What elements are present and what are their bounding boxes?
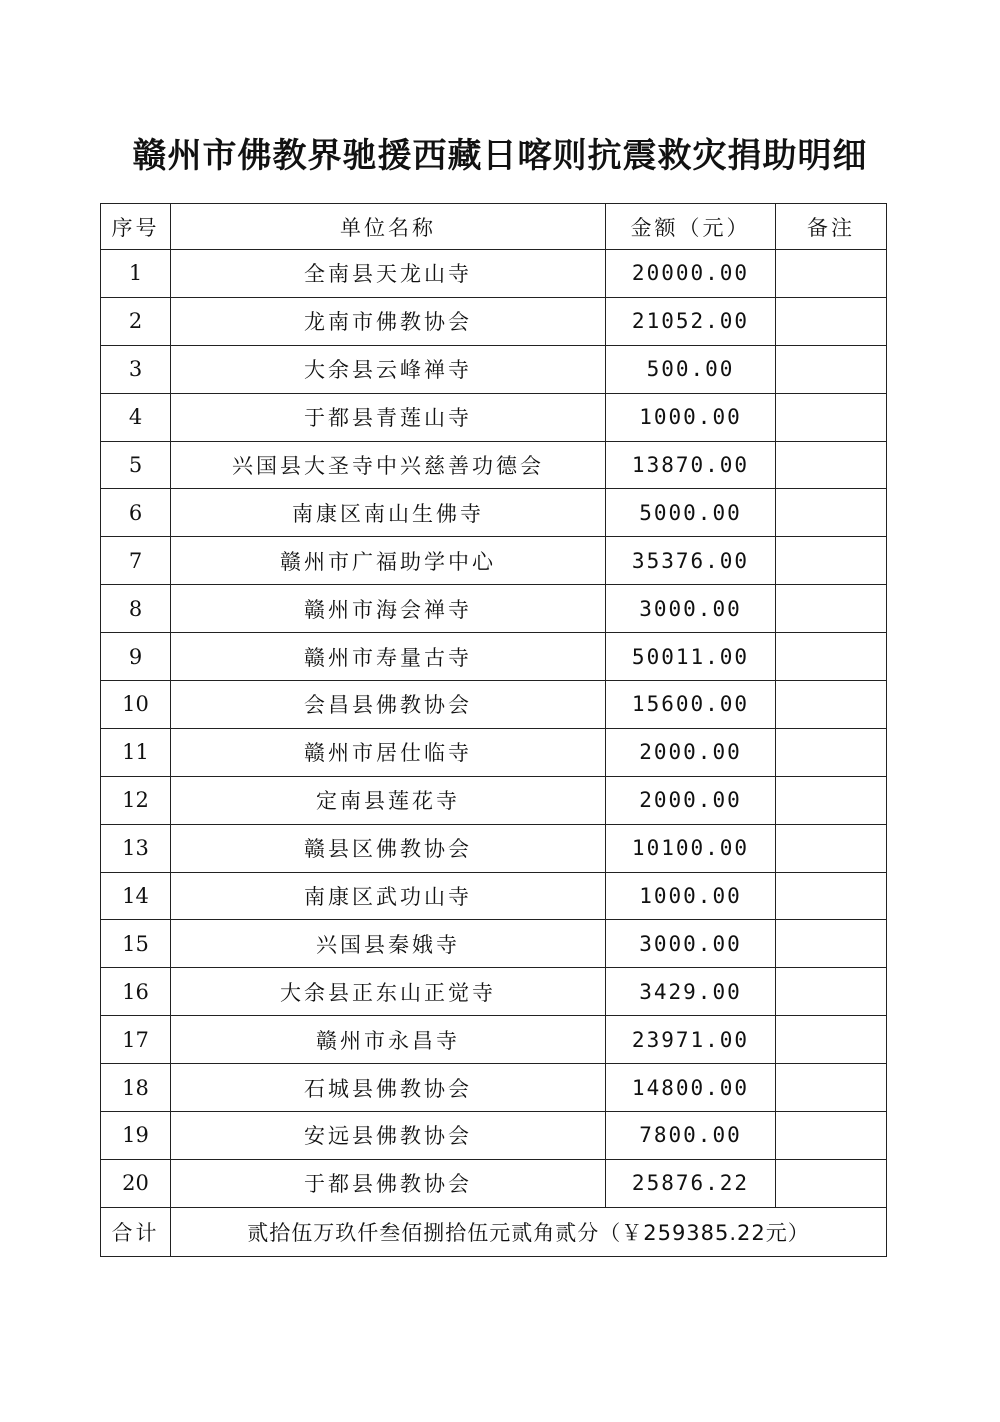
row-unit-name: 会昌县佛教协会 (171, 681, 606, 729)
row-note (776, 297, 887, 345)
row-unit-name: 龙南市佛教协会 (171, 297, 606, 345)
row-amount: 1000.00 (606, 393, 776, 441)
table-row (101, 728, 887, 776)
row-amount: 15600.00 (606, 681, 776, 729)
row-amount: 20000.00 (606, 250, 776, 298)
row-unit-name: 赣县区佛教协会 (171, 824, 606, 872)
row-amount: 35376.00 (606, 537, 776, 585)
row-unit-name: 大余县正东山正觉寺 (171, 968, 606, 1016)
table-header-row (101, 204, 887, 250)
row-number: 20 (101, 1159, 171, 1207)
row-note (776, 250, 887, 298)
header-no: 序号 (101, 204, 171, 250)
table-row (101, 824, 887, 872)
row-number: 15 (101, 920, 171, 968)
table-row (101, 489, 887, 537)
row-amount: 5000.00 (606, 489, 776, 537)
row-number: 18 (101, 1064, 171, 1112)
table-row (101, 537, 887, 585)
row-note (776, 872, 887, 920)
row-note (776, 1064, 887, 1112)
row-amount: 14800.00 (606, 1064, 776, 1112)
table-row (101, 585, 887, 633)
row-amount: 500.00 (606, 345, 776, 393)
row-note (776, 920, 887, 968)
row-amount: 13870.00 (606, 441, 776, 489)
row-number: 14 (101, 872, 171, 920)
row-amount: 3429.00 (606, 968, 776, 1016)
table-row (101, 1112, 887, 1160)
row-note (776, 633, 887, 681)
donation-table (100, 203, 887, 1257)
table-row (101, 441, 887, 489)
row-note (776, 776, 887, 824)
row-note (776, 1112, 887, 1160)
row-unit-name: 于都县佛教协会 (171, 1159, 606, 1207)
row-number: 8 (101, 585, 171, 633)
row-unit-name: 赣州市永昌寺 (171, 1016, 606, 1064)
row-unit-name: 安远县佛教协会 (171, 1112, 606, 1160)
row-amount: 10100.00 (606, 824, 776, 872)
row-amount: 1000.00 (606, 872, 776, 920)
row-number: 17 (101, 1016, 171, 1064)
row-number: 6 (101, 489, 171, 537)
row-note (776, 968, 887, 1016)
row-note (776, 345, 887, 393)
table-row (101, 1159, 887, 1207)
row-unit-name: 赣州市居仕临寺 (171, 728, 606, 776)
row-note (776, 585, 887, 633)
header-unit-name: 单位名称 (171, 204, 606, 250)
row-unit-name: 于都县青莲山寺 (171, 393, 606, 441)
table-row (101, 920, 887, 968)
table-row (101, 1064, 887, 1112)
row-number: 16 (101, 968, 171, 1016)
table-body (101, 250, 887, 1208)
row-amount: 3000.00 (606, 585, 776, 633)
row-unit-name: 定南县莲花寺 (171, 776, 606, 824)
table-row (101, 250, 887, 298)
table-row (101, 681, 887, 729)
table-row (101, 297, 887, 345)
row-unit-name: 赣州市海会禅寺 (171, 585, 606, 633)
row-amount: 7800.00 (606, 1112, 776, 1160)
row-note (776, 824, 887, 872)
row-note (776, 1159, 887, 1207)
row-unit-name: 石城县佛教协会 (171, 1064, 606, 1112)
row-unit-name: 大余县云峰禅寺 (171, 345, 606, 393)
row-amount: 50011.00 (606, 633, 776, 681)
row-amount: 25876.22 (606, 1159, 776, 1207)
row-note (776, 489, 887, 537)
table-row (101, 872, 887, 920)
row-number: 3 (101, 345, 171, 393)
table-row (101, 1016, 887, 1064)
row-note (776, 728, 887, 776)
row-amount: 2000.00 (606, 728, 776, 776)
row-note (776, 681, 887, 729)
row-note (776, 441, 887, 489)
row-unit-name: 兴国县大圣寺中兴慈善功德会 (171, 441, 606, 489)
row-number: 4 (101, 393, 171, 441)
row-number: 1 (101, 250, 171, 298)
row-unit-name: 赣州市寿量古寺 (171, 633, 606, 681)
row-number: 12 (101, 776, 171, 824)
table-row (101, 393, 887, 441)
row-number: 11 (101, 728, 171, 776)
row-number: 5 (101, 441, 171, 489)
row-note (776, 1016, 887, 1064)
document-title: 赣州市佛教界驰援西藏日喀则抗震救灾捐助明细 (132, 136, 868, 176)
header-amount: 金额（元） (606, 204, 776, 250)
row-amount: 23971.00 (606, 1016, 776, 1064)
row-note (776, 537, 887, 585)
row-unit-name: 兴国县秦娥寺 (171, 920, 606, 968)
total-amount-text: 贰拾伍万玖仟叁佰捌拾伍元贰角贰分（￥259385.22元） (171, 1207, 887, 1256)
row-amount: 2000.00 (606, 776, 776, 824)
table-row (101, 633, 887, 681)
row-unit-name: 南康区南山生佛寺 (171, 489, 606, 537)
row-number: 9 (101, 633, 171, 681)
row-amount: 3000.00 (606, 920, 776, 968)
total-label: 合计 (101, 1207, 171, 1256)
row-number: 10 (101, 681, 171, 729)
header-note: 备注 (776, 204, 887, 250)
row-unit-name: 全南县天龙山寺 (171, 250, 606, 298)
row-unit-name: 南康区武功山寺 (171, 872, 606, 920)
row-amount: 21052.00 (606, 297, 776, 345)
table-row (101, 968, 887, 1016)
row-number: 2 (101, 297, 171, 345)
row-number: 19 (101, 1112, 171, 1160)
total-row (101, 1207, 887, 1256)
table-row (101, 345, 887, 393)
row-unit-name: 赣州市广福助学中心 (171, 537, 606, 585)
table-row (101, 776, 887, 824)
row-number: 13 (101, 824, 171, 872)
row-note (776, 393, 887, 441)
row-number: 7 (101, 537, 171, 585)
